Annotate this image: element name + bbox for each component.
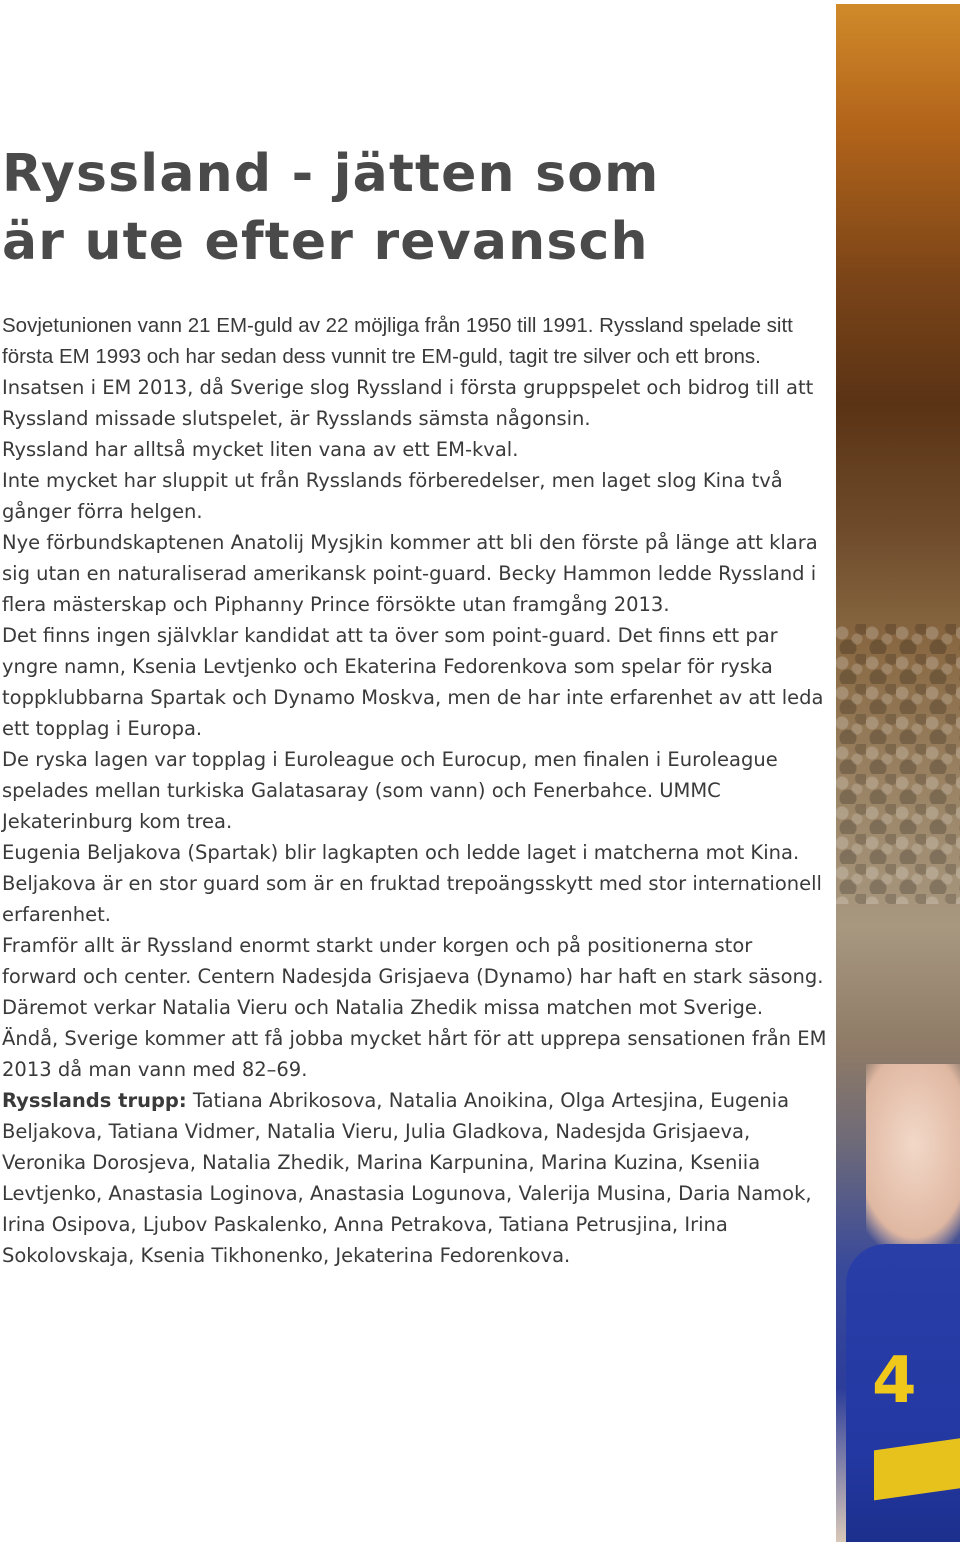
- article-lead: [2, 310, 828, 434]
- article-headline: [2, 140, 828, 276]
- photo-crowd: [836, 624, 960, 904]
- paragraph-5: Det finns ingen självklar kandidat att ta över som point-guard. Det finns ett par yngre namn, Ksenia Levtjenko och Ekaterina Fedorenkova som spelar för ryska toppklubbarna Spartak och Dynamo Moskva, men de har inte erfarenhet av att leda ett topplag i Europa.: [2, 624, 824, 740]
- photo-player-arm: [866, 1064, 960, 1264]
- roster-paragraph: [2, 1085, 828, 1271]
- jersey-number: 4: [872, 1344, 917, 1418]
- headline-line-2: är ute efter revansch: [2, 212, 649, 272]
- paragraph-4: Nye förbundskaptenen Anatolij Mysjkin kommer att bli den förste på länge att klara sig utan en naturaliserad amerikansk point-guard. Becky Hammon ledde Ryssland i flera mästerskap och Piphanny Prince försökte utan framgång 2013.: [2, 531, 818, 616]
- roster-names: Tatiana Abrikosova, Natalia Anoikina, Olga Artesjina, Eugenia Beljakova, Tatiana Vidmer, Natalia Vieru, Julia Gladkova, Nadesjda Grisjaeva, Veronika Dorosjeva, Natalia Zhedik, Marina Karpunina, Marina Kuzina, Kseniia Levtjenko, Anastasia Loginova, Anastasia Logunova, Valerija Musina, Daria Namok, Irina Osipova, Ljubov Paskalenko, Anna Petrakova, Tatiana Petrusjina, Irina Sokolovskaja, Ksenia Tikhonenko, Jekaterina Fedorenkova.: [2, 1089, 812, 1267]
- paragraph-7: Eugenia Beljakova (Spartak) blir lagkapten och ledde laget i matcherna mot Kina. Beljakova är en stor guard som är en fruktad trepoängsskytt med stor internationell erfarenhet.: [2, 841, 822, 926]
- roster-label: Rysslands trupp:: [2, 1089, 187, 1112]
- paragraph-1: Insatsen i EM 2013, då Sverige slog Ryssland i första gruppspelet och bidrog till att Ryssland missade slutspelet, är Rysslands sämsta någonsin.: [2, 376, 814, 430]
- paragraph-6: De ryska lagen var topplag i Euroleague och Eurocup, men finalen i Euroleague spelades mellan turkiska Galatasaray (som vann) och Fenerbahce. UMMC Jekaterinburg kom trea.: [2, 748, 778, 833]
- headline-line-1: Ryssland - jätten som: [2, 144, 660, 204]
- lead-text: Sovjetunionen vann 21 EM-guld av 22 möjliga från 1950 till 1991. Ryssland spelade sitt första EM 1993 och har sedan dess vunnit tre EM-guld, tagit tre silver och ett brons.: [2, 314, 793, 368]
- paragraph-3: Inte mycket har sluppit ut från Rysslands förberedelser, men laget slog Kina två gånger förra helgen.: [2, 469, 783, 523]
- article: [2, 140, 828, 1271]
- basketball-photo: [836, 4, 960, 1542]
- paragraph-8: Framför allt är Ryssland enormt starkt under korgen och på positionerna stor forward och center. Centern Nadesjda Grisjaeva (Dynamo) har haft en stark säsong. Däremot verkar Natalia Vieru och Natalia Zhedik missa matchen mot Sverige.: [2, 934, 824, 1019]
- paragraph-9: Ändå, Sverige kommer att få jobba mycket hårt för att upprepa sensationen från EM 2013 då man vann med 82–69.: [2, 1027, 827, 1081]
- paragraph-2: Ryssland har alltså mycket liten vana av ett EM-kval.: [2, 438, 519, 461]
